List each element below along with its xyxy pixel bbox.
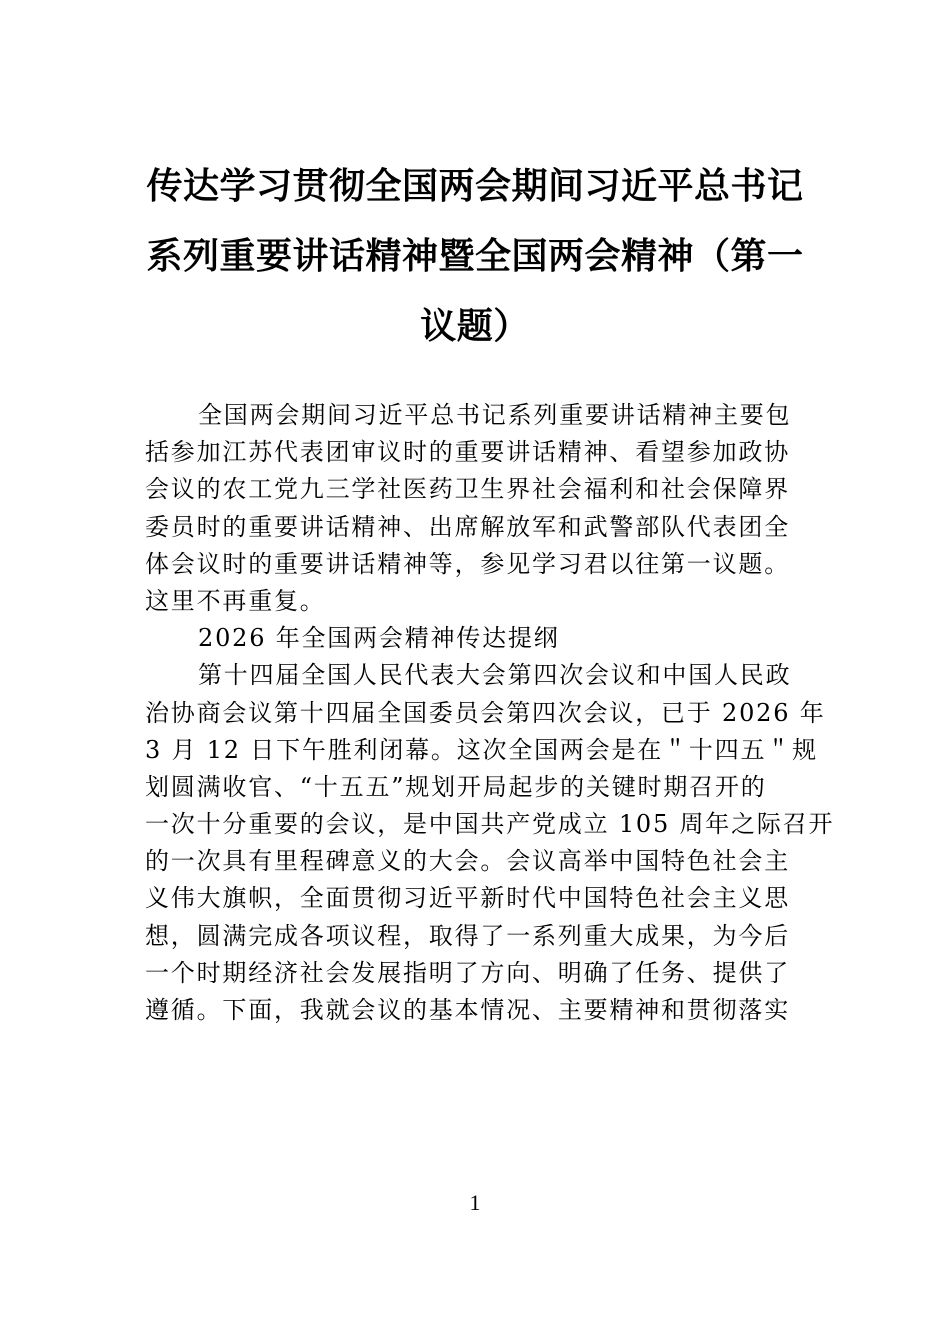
section-heading-line: 2026 年全国两会精神传达提纲 (198, 624, 560, 653)
paragraph-line: 会议的农工党九三学社医药卫生界社会福利和社会保障界 (145, 475, 790, 504)
title-line: 系列重要讲话精神暨全国两会精神（第一 (146, 236, 804, 277)
paragraph-line: 3 月 12 日下午胜利闭幕。这次全国两会是在＂十四五＂规 (145, 735, 818, 764)
paragraph-line: 遵循。下面，我就会议的基本情况、主要精神和贯彻落实 (145, 996, 790, 1024)
document-body (145, 397, 835, 1029)
paragraph-line: 括参加江苏代表团审议时的重要讲话精神、看望参加政协 (145, 438, 790, 467)
paragraph-intro (145, 397, 810, 620)
paragraph-line: 委员时的重要讲话精神、出席解放军和武警部队代表团全 (145, 512, 790, 541)
paragraph-line: 一个时期经济社会发展指明了方向、明确了任务、提供了 (145, 958, 790, 987)
paragraph-line: 全国两会期间习近平总书记系列重要讲话精神主要包 (198, 401, 792, 429)
paragraph-line: 义伟大旗帜，全面贯彻习近平新时代中国特色社会主义思 (145, 884, 790, 913)
paragraph-line: 体会议时的重要讲话精神等，参见学习君以往第一议题。 (145, 549, 790, 578)
page-number: 1 (469, 1190, 481, 1215)
paragraph-line: 一次十分重要的会议，是中国共产党成立 105 周年之际召开 (145, 810, 835, 839)
paragraph-line: 治协商会议第十四届全国委员会第四次会议，已于 2026 年 (145, 698, 826, 727)
paragraph-line: 这里不再重复。 (145, 586, 326, 615)
paragraph-line: 想，圆满完成各项议程，取得了一系列重大成果，为今后 (145, 921, 790, 950)
paragraph-main (145, 657, 835, 1029)
paragraph-line: 的一次具有里程碑意义的大会。会议高举中国特色社会主 (145, 847, 790, 876)
paragraph-line: 第十四届全国人民代表大会第四次会议和中国人民政 (198, 661, 792, 690)
title-line: 议题） (420, 306, 530, 347)
document-title (140, 152, 810, 362)
section-heading (145, 620, 810, 657)
title-line: 传达学习贯彻全国两会期间习近平总书记 (146, 166, 804, 207)
paragraph-line: 划圆满收官、“十五五”规划开局起步的关键时期召开的 (145, 772, 767, 801)
